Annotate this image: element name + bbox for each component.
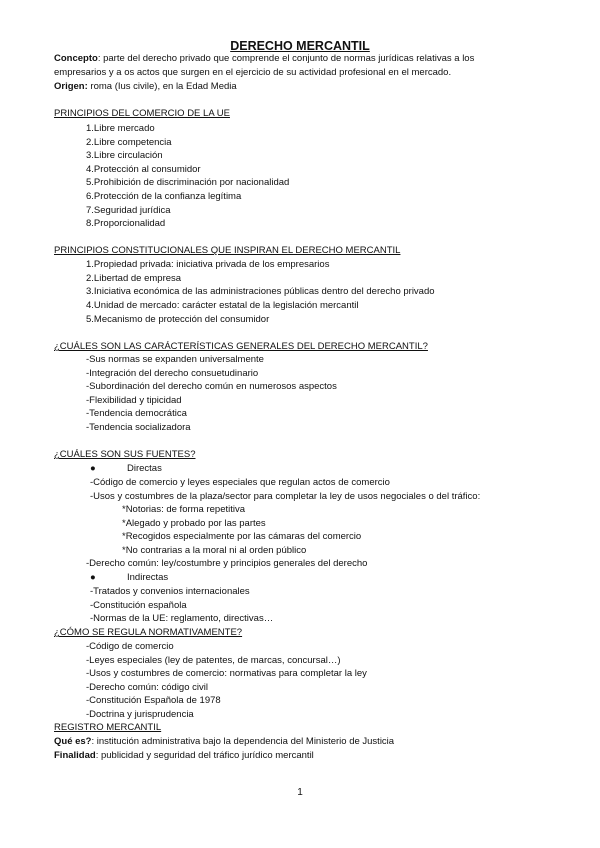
que-label: Qué es? (54, 736, 92, 747)
list-item: -Constitución Española de 1978 (86, 695, 221, 706)
finalidad-label: Finalidad (54, 750, 96, 761)
bullet-icon: ● (90, 572, 96, 583)
list-item: -Sus normas se expanden universalmente (86, 354, 264, 365)
registro-heading: REGISTRO MERCANTIL (54, 722, 162, 733)
list-item: -Normas de la UE: reglamento, directivas… (90, 613, 274, 624)
list-item: -Código de comercio y leyes especiales que regulan actos de comercio (90, 477, 390, 488)
list-item: 3.Iniciativa económica de las administraciones públicas dentro del derecho privado (86, 286, 435, 297)
registro-fin-line (54, 750, 314, 762)
concepto-text-2: empresarios y a os actos que surgen en el ejercicio de su actividad profesional en el mercado. (54, 67, 452, 78)
list-item: 4.Unidad de mercado: carácter estatal de la legislación mercantil (86, 300, 359, 311)
list-item: 1.Libre mercado (86, 123, 155, 134)
indirectas-label: Indirectas (127, 572, 169, 583)
finalidad-text: : publicidad y seguridad del tráfico jurídico mercantil (95, 750, 314, 761)
list-item: -Usos y costumbres de comercio: normativas para completar la ley (86, 668, 367, 679)
list-item: *No contrarias a la moral ni al orden público (122, 545, 307, 556)
caracteristicas-heading: ¿CUÁLES SON LAS CARÁCTERÍSTICAS GENERALES DEL DERECHO MERCANTIL? (54, 341, 428, 352)
list-item: *Alegado y probado por las partes (122, 518, 266, 529)
list-item: 3.Libre circulación (86, 150, 163, 161)
list-item: 1.Propiedad privada: iniciativa privada de los empresarios (86, 259, 330, 270)
principios-ue-heading: PRINCIPIOS DEL COMERCIO DE LA UE (54, 108, 230, 119)
list-item: -Código de comercio (86, 641, 174, 652)
list-item: -Doctrina y jurisprudencia (86, 709, 194, 720)
list-item: -Usos y costumbres de la plaza/sector para completar la ley de usos negociales o del tráfico: (90, 491, 481, 502)
concepto-text-1: : parte del derecho privado que comprende el conjunto de normas jurídicas relativas a los (97, 53, 475, 64)
list-item: 5.Mecanismo de protección del consumidor (86, 314, 270, 325)
list-item: -Leyes especiales (ley de patentes, de marcas, concursal…) (86, 655, 341, 666)
list-item: -Derecho común: ley/costumbre y principios generales del derecho (86, 558, 368, 569)
list-item: 5.Prohibición de discriminación por nacionalidad (86, 177, 290, 188)
list-item: -Constitución española (90, 600, 187, 611)
list-item: -Tendencia socializadora (86, 422, 191, 433)
concepto-line-1 (54, 53, 474, 65)
list-item: -Tendencia democrática (86, 408, 187, 419)
directas-label: Directas (127, 463, 162, 474)
list-item: 6.Protección de la confianza legítima (86, 191, 242, 202)
list-item: -Subordinación del derecho común en numerosos aspectos (86, 381, 337, 392)
page-title: DERECHO MERCANTIL (230, 39, 370, 53)
list-item: 4.Protección al consumidor (86, 164, 201, 175)
registro-que-line (54, 736, 394, 748)
principios-const-heading: PRINCIPIOS CONSTITUCIONALES QUE INSPIRAN EL DERECHO MERCANTIL (54, 245, 401, 256)
fuentes-heading: ¿CUÁLES SON SUS FUENTES? (54, 449, 196, 460)
list-item: -Tratados y convenios internacionales (90, 586, 250, 597)
origen-label: Origen: (54, 81, 88, 92)
origen-text: roma (Ius civile), en la Edad Media (87, 81, 237, 92)
list-item: -Derecho común: código civil (86, 682, 208, 693)
list-item: 2.Libre competencia (86, 137, 172, 148)
origen-line (54, 81, 237, 93)
concepto-label: Concepto (54, 53, 98, 64)
bullet-icon: ● (90, 463, 96, 474)
list-item: *Recogidos especialmente por las cámaras del comercio (122, 531, 362, 542)
list-item: 8.Proporcionalidad (86, 218, 166, 229)
list-item: -Flexibilidad y tipicidad (86, 395, 182, 406)
list-item: -Integración del derecho consuetudinario (86, 368, 259, 379)
regulacion-heading: ¿CÓMO SE REGULA NORMATIVAMENTE? (54, 627, 243, 638)
list-item: 2.Libertad de empresa (86, 273, 182, 284)
page-number: 1 (297, 787, 303, 798)
que-text: : institución administrativa bajo la dependencia del Ministerio de Justicia (91, 736, 395, 747)
list-item: 7.Seguridad jurídica (86, 205, 171, 216)
list-item: *Notorias: de forma repetitiva (122, 504, 246, 515)
